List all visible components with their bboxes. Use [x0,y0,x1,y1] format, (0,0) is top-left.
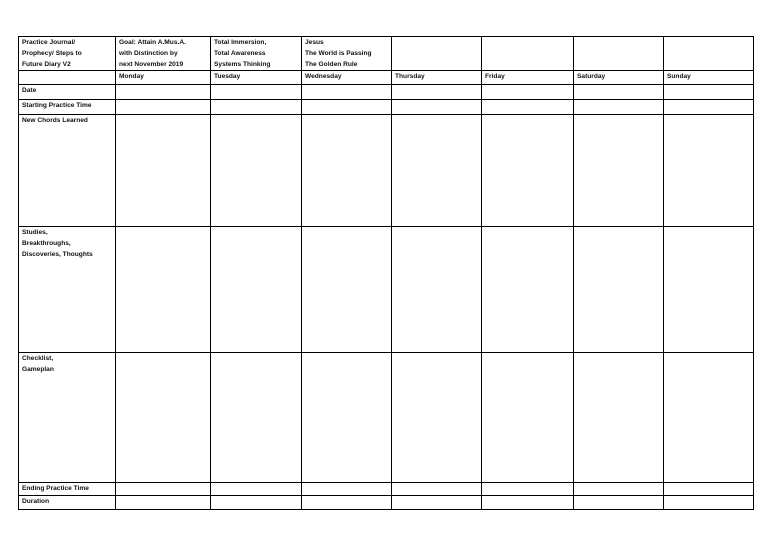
date-row [19,85,754,100]
studies-cell[interactable] [664,227,754,353]
studies-cell[interactable] [116,227,211,353]
motto-cell: Jesus The World is Passing The Golden Rule [302,37,392,71]
header-blank-cell[interactable] [392,37,482,71]
new-chords-cell[interactable] [392,115,482,227]
date-cell[interactable] [664,85,754,100]
goal-cell: Goal: Attain A.Mus.A. with Distinction by next November 2019 [116,37,211,71]
checklist-cell[interactable] [211,353,302,483]
date-cell[interactable] [302,85,392,100]
new-chords-label: New Chords Learned [19,115,116,227]
mindset-cell: Total Immersion, Total Awareness Systems Thinking [211,37,302,71]
day-header-wednesday: Wednesday [302,71,392,85]
ending-time-cell[interactable] [392,483,482,496]
duration-cell[interactable] [482,496,574,510]
date-cell[interactable] [574,85,664,100]
studies-cell[interactable] [211,227,302,353]
weekday-row-label [19,71,116,85]
day-header-sunday: Sunday [664,71,754,85]
starting-time-cell[interactable] [211,100,302,115]
ending-time-cell[interactable] [574,483,664,496]
ending-time-cell[interactable] [116,483,211,496]
checklist-row [19,353,754,483]
practice-journal-table [18,36,754,510]
checklist-cell[interactable] [574,353,664,483]
date-cell[interactable] [392,85,482,100]
duration-cell[interactable] [392,496,482,510]
checklist-cell[interactable] [482,353,574,483]
header-blank-cell[interactable] [574,37,664,71]
new-chords-cell[interactable] [664,115,754,227]
checklist-label: Checklist, Gameplan [19,353,116,483]
date-cell[interactable] [482,85,574,100]
day-header-tuesday: Tuesday [211,71,302,85]
starting-time-cell[interactable] [574,100,664,115]
date-cell[interactable] [116,85,211,100]
new-chords-cell[interactable] [116,115,211,227]
starting-time-label: Starting Practice Time [19,100,116,115]
ending-time-cell[interactable] [211,483,302,496]
date-row-label: Date [19,85,116,100]
duration-cell[interactable] [116,496,211,510]
studies-cell[interactable] [574,227,664,353]
studies-row [19,227,754,353]
new-chords-row [19,115,754,227]
duration-label: Duration [19,496,116,510]
ending-time-label: Ending Practice Time [19,483,116,496]
duration-cell[interactable] [574,496,664,510]
new-chords-cell[interactable] [482,115,574,227]
new-chords-cell[interactable] [211,115,302,227]
duration-cell[interactable] [211,496,302,510]
ending-time-cell[interactable] [482,483,574,496]
new-chords-cell[interactable] [574,115,664,227]
starting-time-cell[interactable] [116,100,211,115]
checklist-cell[interactable] [302,353,392,483]
header-row [19,37,754,71]
day-header-saturday: Saturday [574,71,664,85]
journal-title: Practice Journal/ Prophecy/ Steps to Future Diary V2 [19,37,116,71]
checklist-cell[interactable] [116,353,211,483]
starting-time-cell[interactable] [392,100,482,115]
new-chords-cell[interactable] [302,115,392,227]
header-blank-cell[interactable] [482,37,574,71]
duration-row [19,496,754,510]
starting-time-row [19,100,754,115]
day-header-monday: Monday [116,71,211,85]
starting-time-cell[interactable] [664,100,754,115]
ending-time-cell[interactable] [664,483,754,496]
checklist-cell[interactable] [392,353,482,483]
duration-cell[interactable] [302,496,392,510]
day-header-friday: Friday [482,71,574,85]
studies-cell[interactable] [302,227,392,353]
day-header-thursday: Thursday [392,71,482,85]
duration-cell[interactable] [664,496,754,510]
weekday-row [19,71,754,85]
checklist-cell[interactable] [664,353,754,483]
date-cell[interactable] [211,85,302,100]
header-blank-cell[interactable] [664,37,754,71]
studies-label: Studies, Breakthroughs, Discoveries, Thoughts [19,227,116,353]
starting-time-cell[interactable] [302,100,392,115]
ending-time-row [19,483,754,496]
ending-time-cell[interactable] [302,483,392,496]
studies-cell[interactable] [482,227,574,353]
studies-cell[interactable] [392,227,482,353]
starting-time-cell[interactable] [482,100,574,115]
